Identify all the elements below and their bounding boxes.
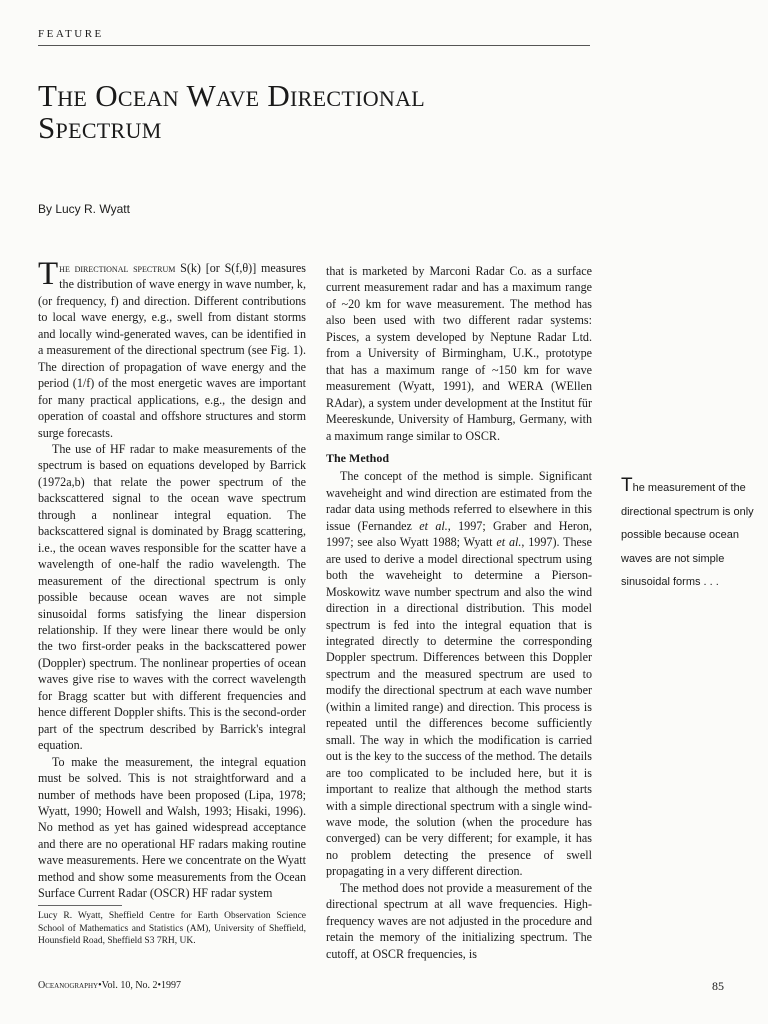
footnote-rule — [38, 905, 122, 906]
paragraph: that is marketed by Marconi Radar Co. as a surface current measurement radar and has a maximum range of ~20 km for wave measurement. The method has also been used with two different radar systems: Pisces, a system developed by Neptune Radar Ltd. from a University of Birmingham, U.K., prototype that has a maximum range of ~150 km for wave measurement (Wyatt, 1991), and WERA (WEllen RAdar), a system under development at the Institut für Meereskunde, University of Hamburg, Germany, with a maximum range similar to OSCR. — [326, 264, 592, 443]
section-label: FEATURE — [38, 28, 104, 40]
paragraph — [38, 256, 307, 441]
paragraph: The method does not provide a measurement of the directional spectrum at all wave frequencies. High-frequency waves are not adjusted in the procedure and retain the memory of the initializing spectrum. The cutoff, at OSCR frequencies, is — [326, 880, 592, 961]
body-column-1 — [38, 256, 307, 902]
issue-info: •Vol. 10, No. 2•1997 — [98, 980, 182, 991]
title-line-1: The Ocean Wave Directional — [38, 78, 426, 113]
italic-text: et al. — [496, 535, 522, 550]
title-line-2: Spectrum — [38, 110, 162, 145]
body-column-2 — [326, 263, 592, 962]
pull-quote — [621, 476, 761, 595]
page-number: 85 — [712, 979, 724, 993]
pull-quote-initial: T — [621, 475, 633, 496]
paragraph: The use of HF radar to make measurements of the spectrum is based on equations developed by Barrick (1972a,b) that relate the power spectrum of the backscattered signal to the ocean wave spectrum through a nonlinear integral equation. The backscattered signal is dominated by Bragg scattering, i.e., the ocean waves responsible for the scatter have a wavelength of one-half the radio wavelength. The measurement of the directional spectrum is only possible because ocean waves are not simple sinusoidal forms satisfying the linear dispersion relationship. If they were linear there would be only the two first-order peaks in the backscattered power (Doppler) spectrum. The nonlinear properties of ocean waves give rise to waves with the correct wavelength for Bragg scatter but with different frequencies and hence different Doppler shifts. This is the second-order part of the spectrum described by Barrick's integral equation. — [38, 441, 306, 753]
section-heading: The Method — [326, 450, 389, 465]
article-title — [38, 80, 598, 144]
pull-quote-text: he measurement of the directional spectrum is only possible because ocean waves are not simple sinusoidal forms . . . — [621, 482, 754, 588]
drop-cap: T — [38, 256, 59, 292]
author-footnote: Lucy R. Wyatt, Sheffield Centre for Earth Observation Science School of Mathematics and Statistics (AM), University of Sheffield, Hounsfield Road, Sheffield S3 7RH, UK. — [38, 911, 306, 946]
paragraph-text: , 1997). These are used to derive a model directional spectrum using both the waveheight to determine a Pierson-Moskowitz wave number spectrum and also the wind direction in a directional distribution. This model spectrum is fed into the integral equation that is integrated directly to determine the corresponding Doppler spectrum. Differences between this Doppler spectrum and the measured spectrum are used to modify the directional spectrum at each wave number (within a limited range) and direction. This process is repeated until the differences become sufficiently small. The way in which the modification is carried out is the key to the success of the method. The details are too complicated to be included here, but it is important to realize that although the method starts with a simple directional spectrum with a single wind-wave mode, the solution (when the procedure has converged) can be very different; for example, it has no problem detecting the presence of swell propagating in a very different direction. — [326, 535, 593, 879]
italic-text: et al. — [419, 518, 448, 533]
journal-name: Oceanography — [38, 980, 99, 991]
paragraph-text: S(k) [or S(f,θ)] measures the distribution of wave energy in wave number, k, (or frequency, f) and direction. Different contributions to local wave energy, e.g., swell from distant storms and locally wind-generated waves, can be identified in a measurement of the directional spectrum (see Fig. 1). The direction of propagation of wave energy and the period (1/f) of the most energetic waves are important for many practical applications, e.g., the design and operation of coastal and offshore structures and storm surge forecasts. — [38, 261, 307, 440]
lead-smallcaps: he directional spectrum — [59, 261, 176, 275]
paragraph-text: The concept of the method is simple. Significant waveheight and wind direction are estimated from the radar data using methods referred to elsewhere in this issue (Fernandez — [326, 469, 592, 533]
paragraph: To make the measurement, the integral equation must be solved. This is not straightforward and a number of methods have been proposed (Lipa, 1978; Wyatt, 1990; Howell and Walsh, 1993; Hisaki, 1996). No method as yet has gained widespread acceptance and there are no operational HF radars making routine wave measurements. Here we concentrate on the Wyatt method and show some measurements from the Ocean Surface Current Radar (OSCR) HF radar system — [38, 754, 306, 901]
header-rule — [38, 45, 590, 46]
journal-folio — [38, 980, 181, 991]
paragraph-text: , 1997; Graber and Heron, 1997; see also Wyatt 1988; Wyatt — [326, 518, 592, 550]
byline: By Lucy R. Wyatt — [38, 202, 130, 216]
paragraph — [326, 468, 592, 879]
